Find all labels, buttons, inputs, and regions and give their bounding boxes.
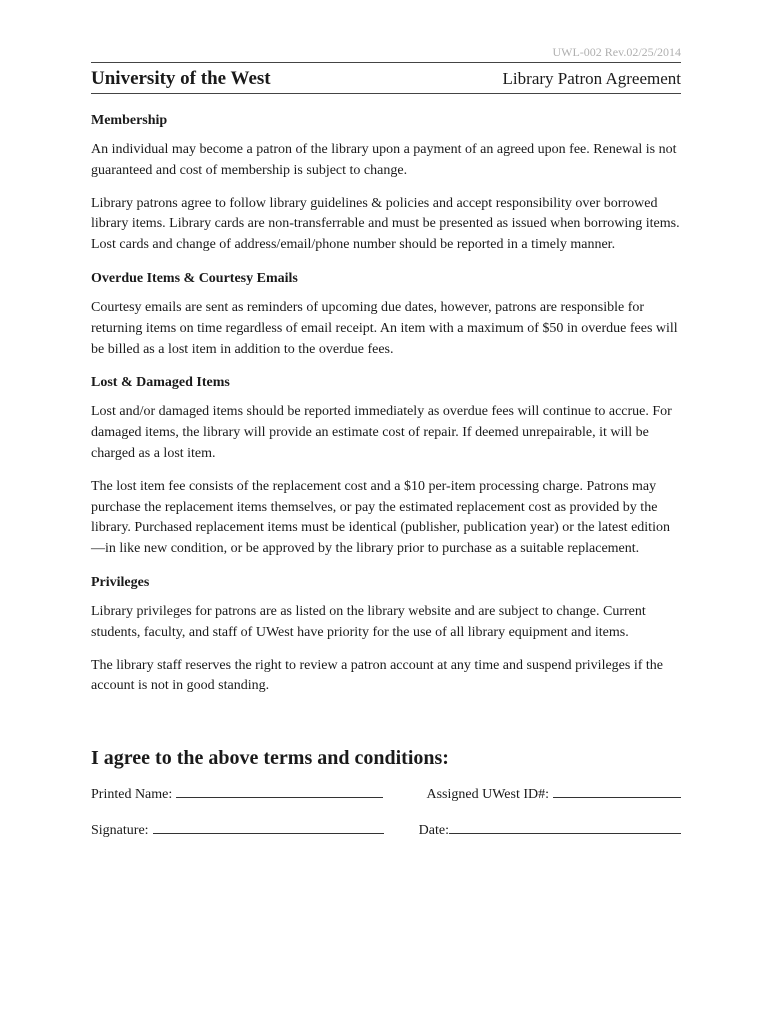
uwest-id-label: Assigned UWest ID#:: [426, 787, 549, 803]
lost-damaged-paragraph-1: Lost and/or damaged items should be reported immediately as overdue fees will continue to accrue. For damaged items, the library will provide an estimate cost of repair. If deemed unrepairable, it will be charged as a lost item.: [91, 404, 672, 461]
revision-code: UWL-002 Rev.02/25/2014: [552, 45, 681, 59]
printed-name-label: Printed Name:: [91, 787, 173, 803]
lost-damaged-paragraph-2: The lost item fee consists of the replacement cost and a $10 per-item processing charge. Patrons may purchase the replacement items themselves, or pay the estimated replacement cost as provided by the library. Purchased replacement items must be identical (publisher, publication year) or the latest edition—in like new condition, or be approved by the library prior to purchase as a suitable replacement.: [91, 478, 670, 557]
overdue-paragraph-1: Courtesy emails are sent as reminders of upcoming due dates, however, patrons are responsible for returning items on time regardless of email receipt. An item with a maximum of $50 in overdue fees will be billed as a lost item in addition to the overdue fees.: [91, 299, 678, 357]
section-overdue: [91, 270, 681, 360]
overdue-heading: Overdue Items & Courtesy Emails: [91, 270, 298, 286]
document-header: [91, 62, 681, 94]
section-lost-damaged: [91, 374, 681, 560]
document-page: [91, 44, 681, 857]
university-name: University of the West: [91, 68, 271, 89]
printed-name-field[interactable]: [91, 785, 383, 804]
signature-row-2: [91, 821, 681, 840]
membership-heading: Membership: [91, 113, 168, 128]
privileges-paragraph-1: Library privileges for patrons are as listed on the library website and are subject to change. Current students, faculty, and staff of UWest have priority for the use of all library equipment and items.: [91, 603, 646, 640]
date-label: Date:: [418, 823, 449, 839]
signature-row-1: [91, 785, 681, 804]
privileges-heading: Privileges: [91, 574, 150, 590]
membership-paragraph-2: Library patrons agree to follow library guidelines & policies and accept responsibility over borrowed library items. Library cards are non-transferrable and must be presented as issued when borrowing items. Lost cards and change of address/email/phone number should be reported in a timely manner.: [91, 195, 680, 253]
signature-line[interactable]: [153, 821, 384, 834]
privileges-paragraph-2: The library staff reserves the right to review a patron account at any time and suspend privileges if the account is not in good standing.: [91, 657, 663, 694]
uwest-id-line[interactable]: [553, 785, 681, 798]
section-privileges: [91, 574, 681, 697]
signature-field[interactable]: [91, 821, 384, 840]
agreement-heading: I agree to the above terms and conditions:: [91, 747, 449, 770]
membership-paragraph-1: An individual may become a patron of the library upon a payment of an agreed upon fee. Renewal is not guaranteed and cost of membership is subject to change.: [91, 142, 677, 178]
date-line[interactable]: [449, 821, 681, 834]
document-title: Library Patron Agreement: [502, 69, 681, 88]
date-field[interactable]: [419, 821, 681, 840]
signature-label: Signature:: [91, 823, 149, 839]
section-membership: [91, 112, 681, 256]
printed-name-line[interactable]: [176, 785, 383, 798]
uwest-id-field[interactable]: [426, 785, 681, 804]
lost-damaged-heading: Lost & Damaged Items: [91, 375, 230, 391]
